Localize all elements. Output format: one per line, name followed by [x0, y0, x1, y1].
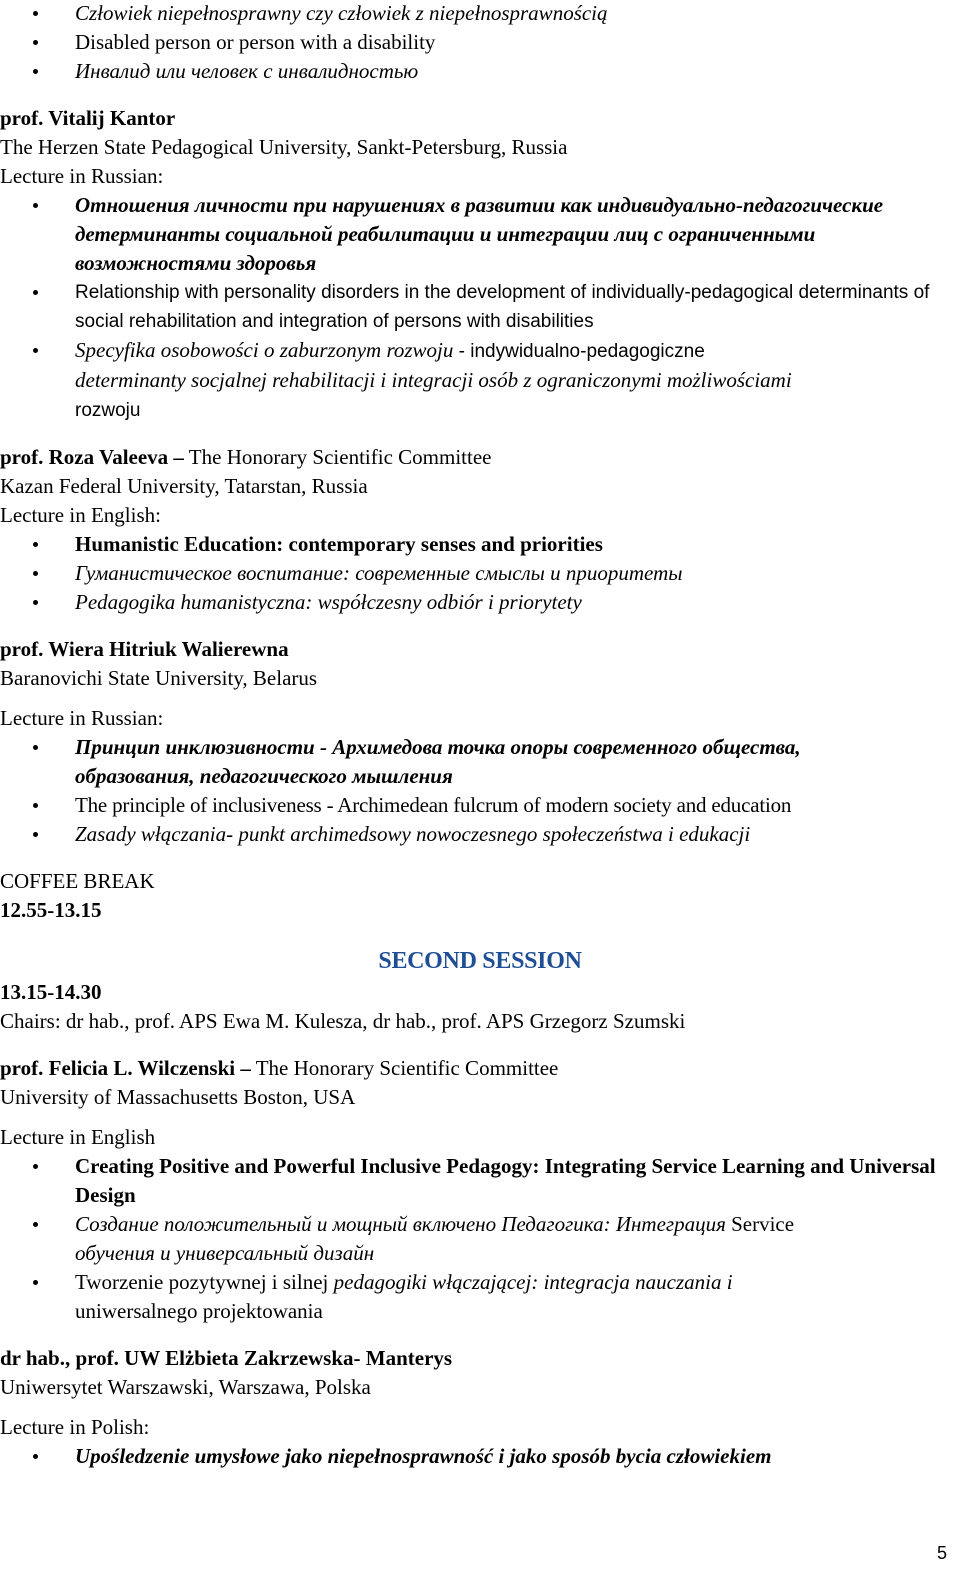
session-title: SECOND SESSION: [378, 948, 582, 974]
list-item: Инвалид или человек с инвалидностью: [0, 57, 960, 86]
lecture-language: Lecture in Polish:: [0, 1415, 150, 1439]
page-number: 5: [936, 1543, 947, 1563]
speaker-name: prof. Wiera Hitriuk Walierewna: [0, 637, 289, 661]
speaker-valeeva: [0, 443, 960, 617]
list-item: [0, 1210, 960, 1268]
session-chairs: Chairs: dr hab., prof. APS Ewa M. Kulesza, dr hab., prof. APS Grzegorz Szumski: [0, 1009, 686, 1033]
title-part: - indywidualno-pedagogiczne: [453, 341, 705, 362]
list-item: Zasady włączania- punkt archimedsowy nowoczesnego społeczeństwa i edukacji: [0, 820, 960, 849]
speaker-affiliation: University of Massachusetts Boston, USA: [0, 1085, 356, 1109]
list-item: Принцип инклюзивности - Архимедова точка опоры современного общества, образования, педагогического мышления: [0, 733, 960, 791]
speaker-affiliation: Baranovichi State University, Belarus: [0, 666, 318, 690]
lecture-language: Lecture in English: [0, 1125, 156, 1149]
title-part: Создание положительный и мощный включено Педагогика: Интеграция: [75, 1212, 726, 1236]
list-item: The principle of inclusiveness - Archimedean fulcrum of modern society and education: [0, 791, 960, 820]
coffee-break: [0, 867, 960, 925]
list-item: Гуманистическое воспитание: современные смыслы и приоритеты: [0, 559, 960, 588]
session-time: 13.15-14.30: [0, 980, 102, 1004]
list-item: [0, 336, 960, 425]
lecture-language: Lecture in Russian:: [0, 706, 164, 730]
list-item: Upośledzenie umysłowe jako niepełnosprawność i jako sposób bycia człowiekiem: [0, 1442, 960, 1471]
speaker-affiliation: The Herzen State Pedagogical University, Sankt-Petersburg, Russia: [0, 135, 568, 159]
speaker-affiliation: Kazan Federal University, Tatarstan, Russia: [0, 474, 368, 498]
list-item: Relationship with personality disorders in the development of individually-pedagogical determinants of social rehabilitation and integration of persons with disabilities: [0, 278, 960, 336]
lecture-titles: [0, 191, 960, 425]
speaker-name: prof. Felicia L. Wilczenski –: [0, 1056, 251, 1080]
title-part: Service: [725, 1212, 795, 1236]
speaker-wilczenski: [0, 1054, 960, 1326]
speaker-heading: [0, 1054, 960, 1083]
intro-list: [0, 0, 960, 86]
list-item: [0, 1268, 960, 1326]
title-part: pedagogiki włączającej: integracja nauczania i: [333, 1270, 733, 1294]
title-part: Specyfika osobowości o zaburzonym rozwoju: [75, 338, 454, 362]
title-part: Tworzenie pozytywnej i silnej: [75, 1270, 334, 1294]
title-part: rozwoju: [75, 400, 141, 421]
lecture-language: Lecture in Russian:: [0, 164, 164, 188]
coffee-break-time: 12.55-13.15: [0, 898, 102, 922]
list-item: Pedagogika humanistyczna: współczesny odbiór i priorytety: [0, 588, 960, 617]
lecture-language: Lecture in English:: [0, 503, 161, 527]
list-item: Człowiek niepełnosprawny czy człowiek z niepełnosprawnością: [0, 0, 960, 28]
speaker-role: The Honorary Scientific Committee: [250, 1056, 559, 1080]
title-part: uniwersalnego projektowania: [75, 1299, 323, 1323]
speaker-role: The Honorary Scientific Committee: [183, 445, 492, 469]
speaker-kantor: [0, 104, 960, 425]
speaker-hitriuk: [0, 635, 960, 849]
speaker-name: prof. Roza Valeeva –: [0, 445, 184, 469]
title-part: обучения и универсальный дизайн: [75, 1241, 375, 1265]
speaker-name: prof. Vitalij Kantor: [0, 106, 176, 130]
speaker-zakrzewska: [0, 1344, 960, 1471]
lecture-titles: [0, 1442, 960, 1471]
speaker-heading: [0, 443, 960, 472]
coffee-break-label: COFFEE BREAK: [0, 869, 155, 893]
list-item: Creating Positive and Powerful Inclusive Pedagogy: Integrating Service Learning and Universal Design: [0, 1152, 960, 1210]
speaker-name: dr hab., prof. UW Elżbieta Zakrzewska- Manterys: [0, 1346, 453, 1370]
speaker-affiliation: Uniwersytet Warszawski, Warszawa, Polska: [0, 1375, 371, 1399]
list-item: Disabled person or person with a disability: [0, 28, 960, 57]
list-item: Humanistic Education: contemporary senses and priorities: [0, 530, 960, 559]
title-part: determinanty socjalnej rehabilitacji i integracji osób z ograniczonymi możliwościami: [75, 368, 792, 392]
list-item: Отношения личности при нарушениях в развитии как индивидуально-педагогические детерминанты социальной реабилитации и интеграции лиц с ограниченными возможностями здоровья: [0, 191, 960, 278]
lecture-titles: [0, 530, 960, 617]
lecture-titles: [0, 1152, 960, 1326]
lecture-titles: [0, 733, 960, 849]
